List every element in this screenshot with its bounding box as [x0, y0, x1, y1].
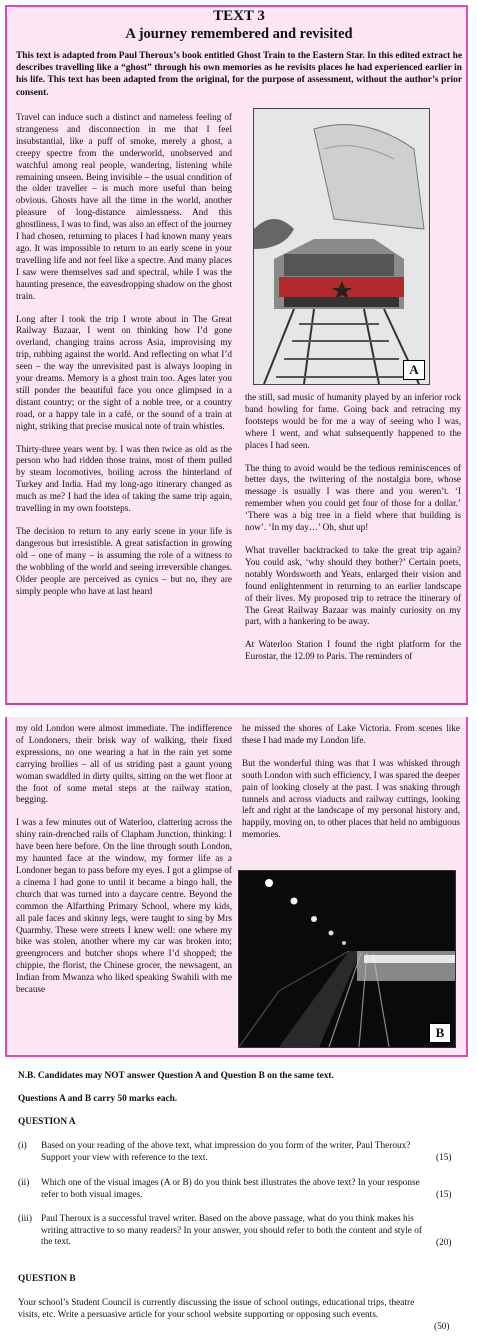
visual-image-a — [253, 108, 430, 385]
visual-image-b — [238, 870, 456, 1048]
page-subtitle: A journey remembered and revisited — [125, 26, 353, 42]
question-number: (iii) — [18, 1214, 32, 1224]
nb-note: N.B. Candidates may NOT answer Question A and Question B on the same text. — [18, 1071, 334, 1081]
question-number: (i) — [18, 1141, 27, 1151]
question-number: (ii) — [18, 1178, 30, 1188]
paragraph: Long after I took the trip I wrote about in The Great Railway Bazaar, I went on thinking how I’d gone overland, changing trains across Asia, improvising my trip, rubbing against the world. And reflecting on what I’d seen – the way the unrevisited past is always looping in your dreams. Memory is a ghost train too. Ages later you still ponder the beautiful face you once glimpsed in a distant country; or the sight of a noble tree, or a country road, or a happy tale in a café, or the sound of a train at night, striking that precise musical note of train whistles. — [16, 313, 232, 431]
paragraph: The decision to return to any early scene in your life is dangerous but irresistible. A great satisfaction in growing old – one of many – is assuming the role of a witness to the wobbling of the world and seeing irreversible changes. Older people are perceived as cynics – but no, they are simply people who have at last heard — [16, 526, 232, 596]
question-marks: (15) — [436, 1190, 452, 1200]
intro-paragraph: This text is adapted from Paul Theroux’s book entitled Ghost Train to the Eastern Star. In this edited extract he describes travelling like a “ghost” through his own memories as he revisits places he had experienced earlier in his life. This text has been adapted from the original, for the purpose of assessment, without the author’s prior consent. — [16, 51, 462, 98]
marks-note: Questions A and B carry 50 marks each. — [18, 1094, 178, 1104]
train-illustration-icon — [254, 109, 429, 384]
right-column — [245, 392, 461, 674]
paragraph: I was a few minutes out of Waterloo, clattering across the shiny rain-drenched rails of Clapham Junction, thinking: I have been here before. On the line through south London, my haunted face at the window, my former life as a Londoner began to pass before my eyes. I got a glimpse of a cinema I had gone to until it became a bingo hall, the church that was turned into a daycare centre. Beyond the common the Alfarthing Primary School, where my kids, all pale faces and skinny legs, were taught to sing by Mrs Quarmby. These were streets I knew well: one where my bike was stolen, another where my car was broken into; greengrocers and butcher shops where I’d shopped; the chippie, the florist, the Chinese grocer, the newsagent, an Indian from Mwanza who liked speaking Swahili with me because — [16, 817, 232, 995]
question-text: Which one of the visual images (A or B) do you think best illustrates the above text? In your response refer to both visual images. — [41, 1178, 420, 1200]
right-column-2 — [242, 723, 460, 852]
left-column-2 — [16, 723, 232, 1007]
question-b-marks: (50) — [434, 1322, 450, 1332]
image-b-label: B — [429, 1023, 451, 1043]
paragraph: the still, sad music of humanity played by an inferior rock band howling for fame. Going back and retracing my footsteps would be for me a way of seeing who I was, where I went, and what subsequently happened to the places I had seen. — [245, 392, 461, 450]
question-text: Based on your reading of the above text, what impression do you form of the writer, Paul Theroux? Support your view with reference to the text. — [41, 1141, 411, 1163]
paragraph: Travel can induce such a distinct and nameless feeling of strangeness and disconnection in me that I feel insubstantial, like a puff of smoke, merely a ghost, a creepy spectre from the underworld, unobserved and watchful among real people, wandering, listening while remaining unseen. Being invisible – the usual condition of the older traveller – is much more useful than being obvious. Ghosts have all the time in the world, another pleasure of long-distance aimlessness. And this ghostliness, I was to find, was also an effect of the journey I had chosen, returning to places I had known many years ago. It was impossible to return to an early scene in your travelling life and not feel like a spectre. And many places I saw were themselves sad and spectral, while I was the haunting presence, the eavesdropping shadow on the ghost train. — [16, 112, 232, 301]
question-marks: (20) — [436, 1238, 452, 1248]
question-b-heading: QUESTION B — [18, 1274, 76, 1284]
paragraph: But the wonderful thing was that I was whisked through south London with such efficiency, I was spared the deeper pain of looking closely at the past. I was snaking through tunnels and across viaducts and railway cuttings, looking left and right at the landscape of my personal history and, happily, moving on, to other places that held no ambiguous memories. — [242, 757, 460, 840]
paragraph: Thirty-three years went by. I was then twice as old as the person who had ridden those trains, most of them pulled by steam locomotives, boiling across the hinterland of Turkey and India. Had my long-ago itinerary changed as much as me? I had the idea of taking the same trip again, travelling in my own footsteps. — [16, 443, 232, 514]
question-b-text: Your school’s Student Council is currently discussing the issue of school outings, educational trips, theatre visits, etc. Write a persuasive article for your school website supporting or opposing such events. — [18, 1298, 415, 1320]
night-train-photo-icon — [239, 871, 455, 1047]
paragraph: he missed the shores of Lake Victoria. From scenes like these I had made my London life. — [242, 723, 460, 745]
question-marks: (15) — [436, 1153, 452, 1163]
image-a-label: A — [403, 360, 425, 380]
page-title: TEXT 3 — [213, 8, 265, 24]
question-a-heading: QUESTION A — [18, 1117, 76, 1127]
paragraph: What traveller backtracked to take the great trip again? You could ask, ‘why should they bother?’ Certain poets, notably Wordsworth and Yeats, enlarged their vision and found enlightenment in returning to an earlier landscape of their lives. My proposed trip to retrace the itinerary of The Great Railway Bazaar was mainly curiosity on my part, with a hankering to be away. — [245, 544, 461, 627]
left-column — [16, 112, 232, 608]
question-text: Paul Theroux is a successful travel writer. Based on the above passage, what do you think makes his writing attractive to so many readers? In your answer, you should refer to both the content and style of the text. — [41, 1214, 422, 1247]
paragraph: At Waterloo Station I found the right platform for the Eurostar, the 12.09 to Paris. The reminders of — [245, 639, 461, 662]
paragraph: The thing to avoid would be the tedious reminiscences of better days, the twittering of the nostalgia bore, whose message is usually I was there and you weren’t. ‘I remember when you could get four of those for a dollar.’ ‘There was a big tree in a field where that building is now’. ‘In my day…’ Oh, shut up! — [245, 462, 461, 533]
paragraph: my old London were almost immediate. The indifference of Londoners, their brisk way of walking, their fixed expressions, no one wearing a hat in the rain yet some carrying brollies – all of us striding past a gaunt young woman swaddled in dirty quilts, sitting on the wet floor at the foot of some metal steps at the railway station, begging. — [16, 723, 232, 805]
